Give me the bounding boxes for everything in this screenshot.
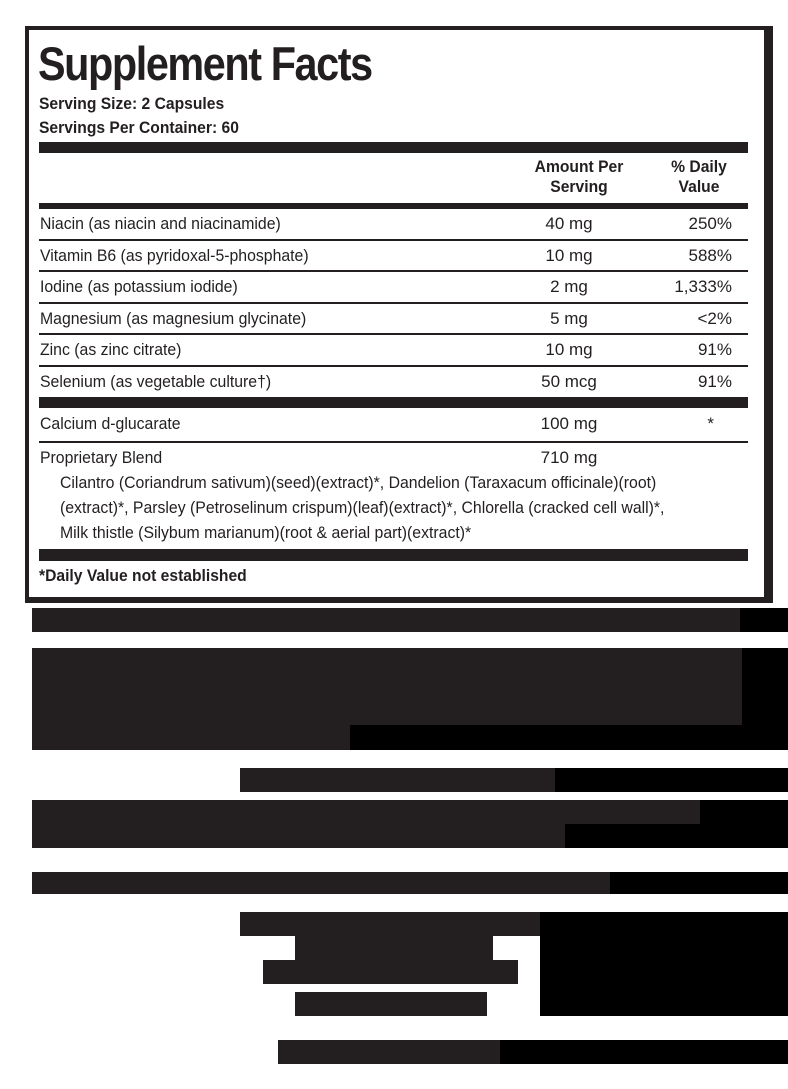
amount-header-line2: Serving [550, 177, 608, 196]
servings-per-container: Servings Per Container: 60 [39, 118, 239, 137]
daily-value-footnote: *Daily Value not established [39, 566, 247, 585]
redaction-bar [32, 824, 567, 848]
blend-amount: 710 mg [540, 448, 598, 467]
blend-ingredients-line: Cilantro (Coriandrum sativum)(seed)(extract)*, Dandelion (Taraxacum officinale)(root) [60, 473, 657, 492]
blend-name: Proprietary Blend [40, 448, 163, 467]
column-header-amount [515, 157, 644, 197]
redaction-bar [740, 608, 788, 632]
nutrient-dv: 1,333% [674, 277, 732, 296]
nutrient-row [39, 272, 748, 302]
redaction-bar [700, 800, 788, 848]
redaction-bar [295, 936, 493, 960]
thick-divider [39, 549, 748, 561]
thick-divider [39, 397, 748, 408]
dv-header-line1: % Daily [671, 157, 727, 176]
ingredient-dv: * [707, 414, 714, 433]
nutrient-row [39, 367, 748, 397]
supplement-facts-panel [25, 26, 773, 603]
ingredient-amount: 100 mg [540, 414, 598, 433]
nutrient-amount: 5 mg [550, 309, 588, 328]
nutrient-amount: 2 mg [550, 277, 588, 296]
redaction-bar [32, 872, 612, 894]
redaction-bar [278, 1040, 503, 1064]
nutrient-dv: 250% [688, 214, 732, 233]
redaction-bar [565, 824, 705, 848]
nutrient-amount: 10 mg [545, 246, 593, 265]
nutrient-row [39, 209, 748, 239]
redaction-bar [240, 912, 542, 936]
redaction-bar [610, 872, 788, 894]
blend-ingredients-line: (extract)*, Parsley (Petroselinum crispum)(leaf)(extract)*, Chlorella (cracked cell wall)*, [60, 498, 665, 517]
thick-divider [39, 142, 748, 153]
nutrient-dv: 91% [697, 372, 732, 391]
redaction-bar [263, 960, 518, 984]
nutrient-name: Vitamin B6 (as pyridoxal-5-phosphate) [40, 246, 309, 265]
nutrient-name: Iodine (as potassium iodide) [40, 277, 238, 296]
nutrient-amount: 40 mg [545, 214, 593, 233]
ingredient-row [39, 409, 748, 439]
redaction-bar [295, 992, 487, 1016]
nutrient-dv: <2% [697, 309, 732, 328]
nutrient-name: Magnesium (as magnesium glycinate) [40, 309, 307, 328]
nutrient-amount: 50 mcg [541, 372, 597, 391]
nutrient-name: Niacin (as niacin and niacinamide) [40, 214, 281, 233]
amount-header-line1: Amount Per [534, 157, 624, 176]
panel-title: Supplement Facts [38, 37, 372, 90]
ingredient-name: Calcium d-glucarate [40, 414, 181, 433]
nutrient-row [39, 335, 748, 365]
redaction-bar [500, 1040, 788, 1064]
blend-row [39, 443, 748, 473]
redaction-bar [240, 768, 560, 792]
nutrient-row [39, 241, 748, 271]
dv-header-line2: Value [678, 177, 720, 196]
redaction-bar [555, 768, 788, 792]
redaction-block [540, 912, 788, 1016]
blend-ingredients-line: Milk thistle (Silybum marianum)(root & aerial part)(extract)* [60, 523, 472, 542]
serving-size: Serving Size: 2 Capsules [39, 94, 225, 113]
nutrient-dv: 91% [697, 340, 732, 359]
nutrient-name: Selenium (as vegetable culture†) [40, 372, 272, 391]
redaction-block [350, 725, 788, 750]
nutrient-dv: 588% [688, 246, 732, 265]
column-header-daily-value [658, 157, 741, 197]
nutrient-amount: 10 mg [545, 340, 593, 359]
redaction-bar [32, 608, 747, 632]
nutrient-row [39, 304, 748, 334]
redaction-bar [32, 800, 702, 824]
nutrient-name: Zinc (as zinc citrate) [40, 340, 182, 359]
